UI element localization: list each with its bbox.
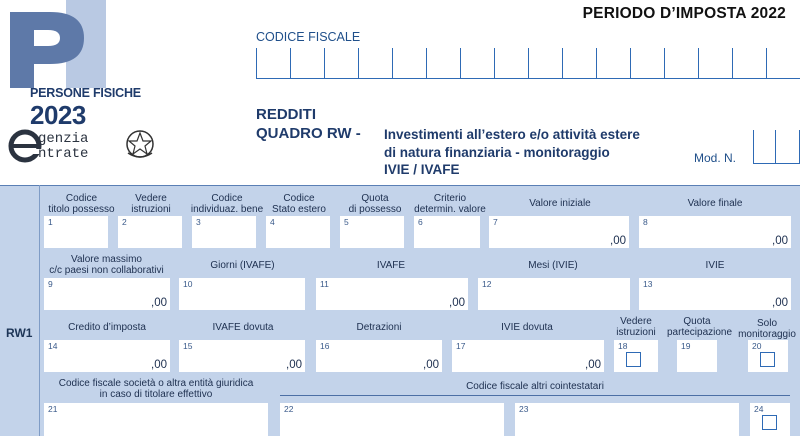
checkbox-solo-monitoraggio[interactable] [760, 352, 775, 367]
row-label-column [0, 185, 40, 436]
label-cf-cointestatari: Codice fiscale altri cointestatari [466, 381, 604, 392]
field-valore-iniziale[interactable]: 7 ,00 [489, 216, 629, 248]
field-codice-stato[interactable]: 4 [266, 216, 330, 248]
section-redditi: REDDITI [256, 106, 316, 123]
italian-emblem-icon [124, 127, 156, 161]
field-valore-massimo[interactable]: 9 ,00 [44, 278, 170, 310]
field-quota-possesso[interactable]: 5 [340, 216, 404, 248]
section-description-line1: Investimenti all’estero e/o attività estere [384, 127, 640, 142]
label-solo-monitoraggio: Solo monitoraggio [738, 318, 796, 340]
label-codice-individuaz: Codice individuaz. bene [190, 193, 264, 215]
label-codice-stato: Codice Stato estero [272, 193, 326, 215]
field-codice-titolo[interactable]: 1 [44, 216, 108, 248]
field-mesi-ivie[interactable]: 12 [478, 278, 630, 310]
field-vedere-istruzioni[interactable]: 2 [118, 216, 182, 248]
checkbox-24[interactable] [762, 415, 777, 430]
field-ivafe-dovuta[interactable]: 15 ,00 [179, 340, 305, 372]
label-mesi-ivie: Mesi (IVIE) [528, 260, 578, 271]
label-codice-titolo: Codice titolo possesso [48, 193, 115, 215]
label-quota-partecipazione: Quota partecipazione [667, 316, 733, 338]
label-valore-finale: Valore finale [687, 198, 743, 209]
field-codice-individuaz[interactable]: 3 [192, 216, 256, 248]
logo-year: 2023 [30, 100, 86, 130]
field-vedere-istruzioni-2[interactable]: 18 [614, 340, 658, 372]
mod-number-input[interactable] [753, 130, 800, 164]
field-credito-imposta[interactable]: 14 ,00 [44, 340, 170, 372]
row-label-rw1: RW1 [6, 326, 33, 340]
label-ivie-dovuta: IVIE dovuta [501, 322, 553, 333]
label-ivafe-dovuta: IVAFE dovuta [212, 322, 274, 333]
label-valore-iniziale: Valore iniziale [529, 198, 591, 209]
field-ivafe[interactable]: 11 ,00 [316, 278, 468, 310]
logo-caption: PERSONE FISICHE [30, 86, 141, 100]
field-cf-cointestatario-2[interactable]: 23 [515, 403, 739, 436]
field-valore-finale[interactable]: 8 ,00 [639, 216, 791, 248]
field-ivie[interactable]: 13 ,00 [639, 278, 791, 310]
agency-name-line2: ntrate [38, 146, 89, 162]
cointestatari-divider [280, 395, 790, 396]
label-detrazioni: Detrazioni [356, 322, 402, 333]
field-solo-monitoraggio[interactable]: 20 [748, 340, 788, 372]
field-quota-partecipazione[interactable]: 19 [677, 340, 717, 372]
label-criterio: Criterio determin. valore [414, 193, 486, 215]
field-giorni-ivafe[interactable]: 10 [179, 278, 305, 310]
label-ivafe: IVAFE [376, 260, 406, 271]
field-cf-societa[interactable]: 21 [44, 403, 268, 436]
label-credito-imposta: Credito d’imposta [68, 322, 146, 333]
label-vedere-istruzioni-2: Vedere istruzioni [616, 316, 656, 338]
agency-name-line1: genzia [38, 131, 89, 147]
field-criterio[interactable]: 6 [414, 216, 480, 248]
label-giorni-ivafe: Giorni (IVAFE) [210, 260, 275, 271]
codice-fiscale-label: CODICE FISCALE [256, 30, 361, 44]
label-cf-societa: Codice fiscale società o altra entità giuridica in caso di titolare effettivo [58, 378, 254, 400]
label-vedere-istruzioni: Vedere istruzioni [131, 193, 171, 215]
agenzia-entrate-logo-icon [8, 128, 42, 164]
pf-logo-icon [8, 0, 158, 95]
field-24[interactable]: 24 [750, 403, 790, 436]
field-cf-cointestatario-1[interactable]: 22 [280, 403, 504, 436]
field-detrazioni[interactable]: 16 ,00 [316, 340, 442, 372]
checkbox-vedere-istruzioni[interactable] [626, 352, 641, 367]
label-quota-possesso: Quota di possesso [348, 193, 402, 215]
label-valore-massimo: Valore massimo c/c paesi non collaborativi [49, 254, 164, 276]
section-quadro: QUADRO RW - [256, 125, 361, 142]
section-description-line2: di natura finanziaria - monitoraggio [384, 145, 610, 160]
label-ivie: IVIE [705, 260, 725, 271]
field-ivie-dovuta[interactable]: 17 ,00 [452, 340, 604, 372]
mod-number-label: Mod. N. [694, 151, 737, 165]
codice-fiscale-input[interactable] [256, 49, 800, 79]
section-description-line3: IVIE / IVAFE [384, 162, 460, 177]
tax-period-title: PERIODO D’IMPOSTA 2022 [582, 5, 786, 22]
